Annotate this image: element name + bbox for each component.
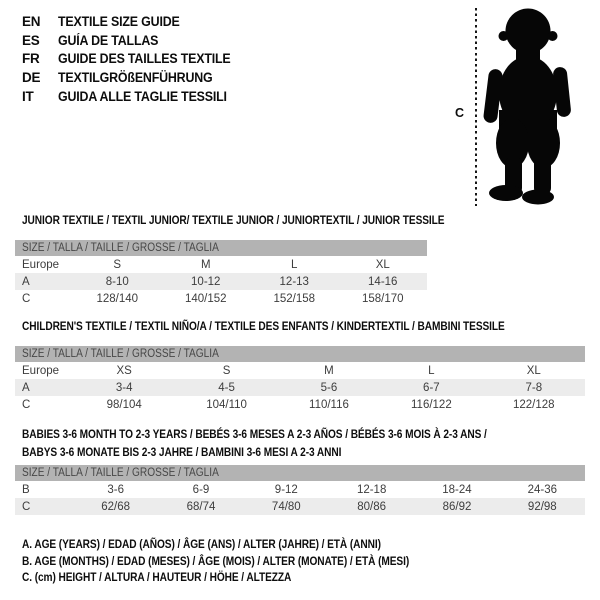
- size-cell: 8-10: [73, 273, 162, 290]
- row-label-cell: A: [15, 379, 73, 396]
- language-label: TEXTILGRÖßENFÜHRUNG: [58, 70, 213, 86]
- size-cell: 152/158: [273, 292, 316, 305]
- height-measure-label: C: [455, 106, 465, 120]
- size-cell: 7-8: [483, 379, 585, 396]
- language-code: FR: [22, 51, 40, 67]
- size-cell: 12-13: [250, 273, 339, 290]
- size-cell: XS: [116, 364, 132, 377]
- size-cell: 10-12: [162, 273, 251, 290]
- size-cell: 14-16: [339, 273, 428, 290]
- size-header-label: SIZE / TALLA / TAILLE / GRÖSSE / TAGLIA: [22, 348, 219, 360]
- junior-size-table: [15, 240, 427, 307]
- size-cell: 3-4: [73, 379, 175, 396]
- language-row: [22, 31, 246, 50]
- size-header-bar: [15, 240, 427, 256]
- language-label: TEXTILE SIZE GUIDE: [58, 13, 180, 29]
- table-row: [15, 498, 585, 515]
- size-cell: M: [324, 364, 334, 377]
- babies-table-title-line2: BABYS 3-6 MONATE BIS 2-3 JAHRE / BAMBINI 3-6 MESI A 2-3 ANNI: [22, 445, 342, 459]
- size-cell: 98/104: [106, 398, 142, 411]
- language-code: ES: [22, 32, 40, 48]
- children-table-title: CHILDREN'S TEXTILE / TEXTIL NIÑO/A / TEXTILE DES ENFANTS / KINDERTEXTIL / BAMBINI TESSILE: [22, 319, 505, 333]
- size-cell: L: [291, 258, 298, 271]
- size-cell: S: [222, 364, 231, 377]
- size-cell: M: [200, 258, 211, 271]
- table-row: [15, 273, 427, 290]
- height-measure-dashed-line: [475, 8, 477, 206]
- language-row: [22, 50, 246, 69]
- size-cell: 128/140: [96, 292, 139, 305]
- size-cell: 18-24: [442, 483, 472, 496]
- footnote-b: B. AGE (MONTHS) / EDAD (MESES) / ÂGE (MOIS) / ALTER (MONATE) / ETÀ (MESI): [22, 553, 410, 568]
- size-cell: 104/110: [206, 398, 247, 411]
- size-cell: 3-6: [107, 483, 124, 496]
- size-cell: XL: [375, 258, 390, 271]
- size-cell: 9-12: [274, 483, 298, 496]
- size-cell: 116/122: [411, 398, 452, 411]
- size-cell: XL: [526, 364, 541, 377]
- babies-table-title-line1: BABIES 3-6 MONTH TO 2-3 YEARS / BEBÉS 3-6 MESES A 2-3 AÑOS / BÉBÉS 3-6 MOIS À 2-3 ANS /: [22, 427, 487, 441]
- size-cell: 5-6: [278, 379, 380, 396]
- language-label: GUIDA ALLE TAGLIE TESSILI: [58, 89, 227, 105]
- size-cell: 140/152: [184, 292, 227, 305]
- size-cell: 24-36: [527, 483, 558, 496]
- language-title-list: [22, 12, 246, 106]
- footnote-a: A. AGE (YEARS) / EDAD (AÑOS) / ÂGE (ANS) / ALTER (JAHRE) / ETÀ (ANNI): [22, 537, 381, 552]
- table-row: [15, 379, 585, 396]
- size-cell: 62/68: [73, 498, 158, 515]
- language-row: [22, 87, 246, 106]
- size-header-label: SIZE / TALLA / TAILLE / GRÖSSE / TAGLIA: [22, 467, 219, 479]
- children-size-table: [15, 346, 585, 413]
- language-label: GUIDE DES TAILLES TEXTILE: [58, 51, 231, 67]
- toddler-silhouette-icon: [479, 7, 575, 205]
- babies-size-table: [15, 465, 585, 515]
- size-cell: 158/170: [361, 292, 404, 305]
- size-cell: 80/86: [329, 498, 414, 515]
- size-cell: S: [113, 258, 122, 271]
- size-cell: 110/116: [309, 398, 349, 411]
- size-cell: 68/74: [158, 498, 243, 515]
- table-row: [15, 290, 427, 307]
- language-row: [22, 12, 246, 31]
- size-cell: 4-5: [175, 379, 277, 396]
- footnote-c: C. (cm) HEIGHT / ALTURA / HAUTEUR / HÖHE / ALTEZZA: [22, 570, 292, 585]
- language-code: DE: [22, 70, 41, 86]
- size-header-bar: [15, 465, 585, 481]
- table-row: [15, 396, 585, 413]
- row-label-cell: Europe: [22, 258, 60, 271]
- size-cell: 86/92: [414, 498, 499, 515]
- language-label: GUÍA DE TALLAS: [58, 32, 159, 48]
- table-row: [15, 256, 427, 273]
- row-label-cell: A: [15, 273, 73, 290]
- language-row: [22, 68, 246, 87]
- size-cell: 6-9: [192, 483, 210, 496]
- language-code: IT: [22, 89, 34, 105]
- row-label-cell: C: [15, 498, 73, 515]
- size-header-label: SIZE / TALLA / TAILLE / GRÖSSE / TAGLIA: [22, 242, 219, 254]
- row-label-cell: C: [22, 398, 31, 411]
- size-cell: 12-18: [356, 483, 387, 496]
- size-cell: 6-7: [380, 379, 482, 396]
- size-cell: 122/128: [512, 398, 555, 411]
- junior-table-title: JUNIOR TEXTILE / TEXTIL JUNIOR/ TEXTILE JUNIOR / JUNIORTEXTIL / JUNIOR TESSILE: [22, 213, 445, 227]
- row-label-cell: B: [22, 483, 30, 496]
- size-cell: 92/98: [500, 498, 585, 515]
- size-cell: 74/80: [244, 498, 329, 515]
- table-row: [15, 362, 585, 379]
- row-label-cell: C: [22, 292, 31, 305]
- table-row: [15, 481, 585, 498]
- language-code: EN: [22, 13, 41, 29]
- row-label-cell: Europe: [22, 364, 60, 377]
- size-header-bar: [15, 346, 585, 362]
- footnote-list: [22, 536, 472, 586]
- size-cell: L: [428, 364, 435, 377]
